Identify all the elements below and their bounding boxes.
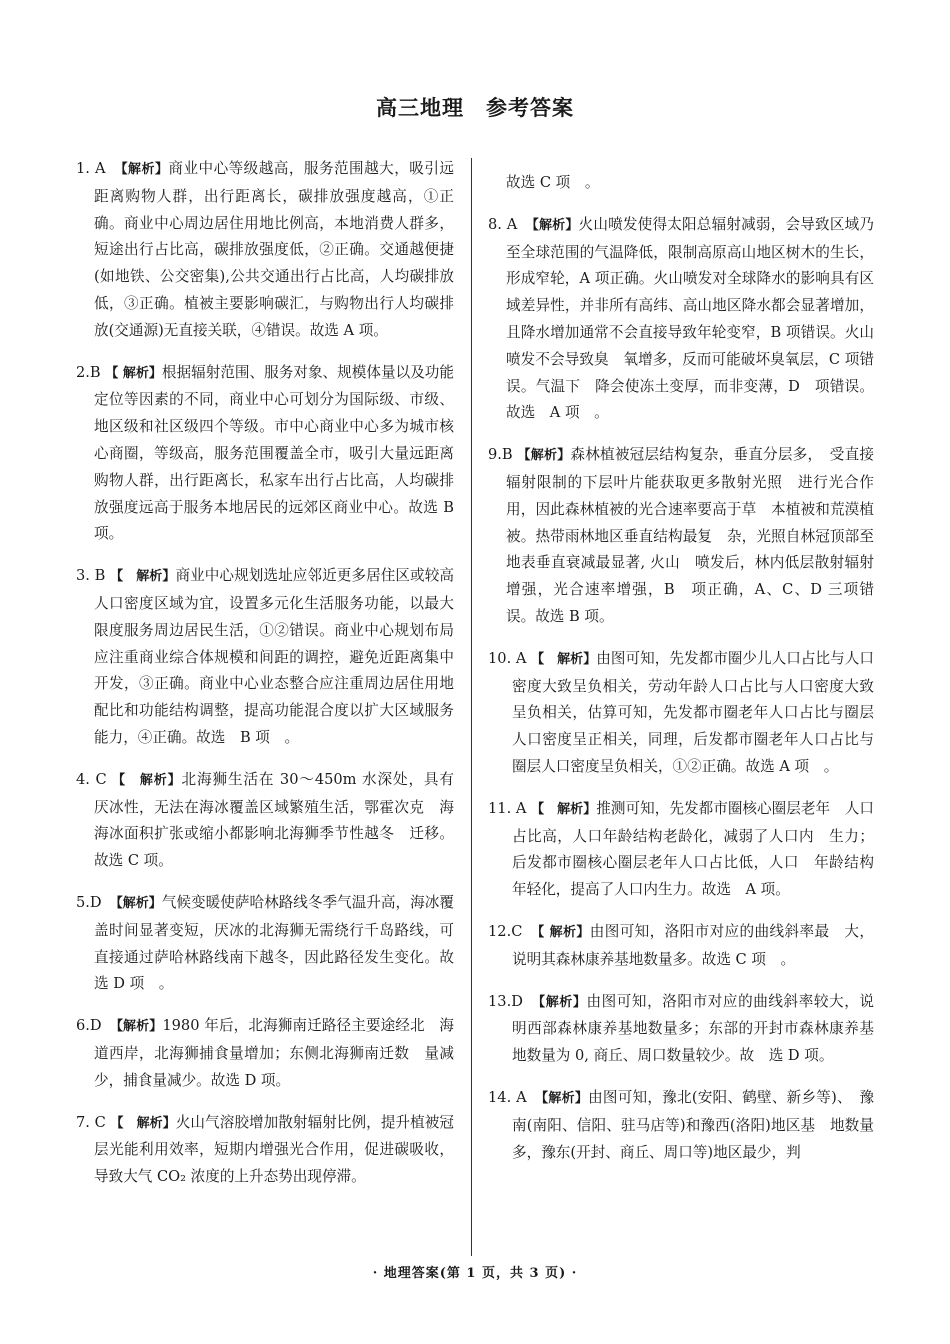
answer-item-5: 5.D 【解析】气候变暖使萨哈林路线冬季气温升高，海冰覆盖时间显著变短，厌冰的北海狮无需绕行千岛路线，可直接通过萨哈林路线南下越冬，因此路径发生变化。故 选 D 项 。 bbox=[76, 893, 469, 993]
answer-item-2: 2.B 【 解析】根据辐射范围、服务对象、规模体量以及功能定位等因素的不同，商业中心可划分为国际级、市级、地区级和社区级四个等级。市中心商业中心多为城市核心商圈，等级高，服务范围覆盖全市，吸引大量远距离购物人群，出行距离长，私家车出行占比高，人均碳排放强度远高于服务本地居民的远郊区商业中心。故选 B 项。 bbox=[76, 363, 454, 543]
answer-item-9: 9.B 【解析】森林植被冠层结构复杂，垂直分层多， 受直接辐射限制的下层叶片能获取更多散射光照 进行光合作用，因此森林植被的光合速率要高于草 本植被和荒漠植被。热带雨林地区垂直结构最复 杂，光照自林冠顶部至地表垂直衰减最显著, 火山 喷发后，林内低层散射辐射增强，光合速率增强，B 项正确，A、C、D 三项错误。故选 B 项。 bbox=[488, 446, 875, 625]
answer-item-7-continuation: 故选 C 项 。 bbox=[506, 174, 600, 191]
left-column bbox=[76, 156, 469, 1206]
answer-item-8: 8. A 【解析】火山喷发使得太阳总辐射减弱，会导致区域乃至全球范围的气温降低，限制高原高山地区树木的生长，形成窄轮，A 项正确。火山喷发对全球降水的影响具有区域差异性，并非所有高纬、高山地区降水都会显著增加，且降水增加通常不会直接导致年轮变窄，B 项错误。火山喷发不会导致臭 氧增多，反而可能破坏臭氧层，C 项错误。气温下 降会使冻土变厚，而非变薄，D 项错误。故选 A 项 。 bbox=[488, 215, 874, 422]
answer-item-3: 3. B 【 解析】商业中心规划选址应邻近更多居住区或较高人口密度区域为宜，设置多元化生活服务功能，以最大限度服务周边居民生活，①②错误。商业中心规划布局应注重商业综合体规模和间距的调控，避免近距离集中开发，③正确。商业中心业态整合应注重周边居住用地配比和功能结构调整，提高功能混合度以扩大区域服务能力，④正确。故选 B 项 。 bbox=[76, 567, 454, 746]
answer-item-7: 7. C 【 解析】火山气溶胶增加散射辐射比例，提升植被冠层光能利用效率，短期内增强光合作用，促进碳吸收，导致大气 CO₂ 浓度的上升态势出现停滞。 bbox=[76, 1113, 454, 1186]
answer-item-4: 4. C 【 解析】北海狮生活在 30～450m 水深处，具有 厌冰性，无法在海冰覆盖区域繁殖生活，鄂霍次克 海海冰面积扩张或缩小都影响北海狮季节性越冬 迁移。故选 C 项。 bbox=[76, 770, 469, 870]
page-footer: · 地理答案(第 1 页，共 3 页) · bbox=[372, 1266, 578, 1281]
column-divider bbox=[471, 158, 472, 1256]
answer-item-6: 6.D 【解析】1980 年后，北海狮南迁路径主要途经北 海道西岸，北海狮捕食量增加；东侧北海狮南迁数 量减少，捕食量减少。故选 D 项。 bbox=[76, 1017, 454, 1089]
answer-item-14: 14. A 【解析】由图可知，豫北(安阳、鹤壁、新乡等)、 豫南(南阳、信阳、驻马店等)和豫西(洛阳)地区基 地数量多，豫东(开封、商丘、周口等)地区最少，判 bbox=[488, 1088, 874, 1161]
answer-item-1: 1. A 【解析】商业中心等级越高，服务范围越大，吸引远距离购物人群，出行距离长，碳排放强度越高，①正确。商业中心周边居住用地比例高，本地消费人群多，短途出行占比高，碳排放强度低，②正确。交通越便捷(如地铁、公交密集),公共交通出行占比高，人均碳排放低，③正确。植被主要影响碳汇，与购物出行人均碳排放(交通源)无直接关联，④错误。故选 A 项。 bbox=[76, 160, 454, 339]
page-title: 高三地理 参考答案 bbox=[376, 96, 574, 120]
right-column bbox=[488, 170, 874, 1181]
answer-item-13: 13.D 【解析】由图可知，洛阳市对应的曲线斜率较大，说明西部森林康养基地数量多；东部的开封市森林康养基地数量为 0, 商丘、周口数量较少。故 选 D 项。 bbox=[488, 992, 874, 1065]
answer-item-12: 12.C 【 解析】由图可知，洛阳市对应的曲线斜率最 大，说明其森林康养基地数量多。故选 C 项 。 bbox=[488, 922, 874, 968]
answer-item-10: 10. A 【 解析】由图可知，先发都市圈少儿人口占比与人口密度大致呈负相关，劳动年龄人口占比与人口密度大致呈负相关，估算可知，先发都市圈老年人口占比与圈层人口密度呈正相关，同理，后发都市圈老年人口占比与圈层人口密度呈负相关，①②正确。故选 A 项 。 bbox=[488, 649, 874, 775]
answer-item-11: 11. A 【 解析】推测可知，先发都市圈核心圈层老年 人口占比高，人口年龄结构老龄化，减弱了人口内 生力；后发都市圈核心圈层老年人口占比低，人口 年龄结构年轻化，提高了人口内生力。故选 A 项。 bbox=[488, 799, 874, 899]
